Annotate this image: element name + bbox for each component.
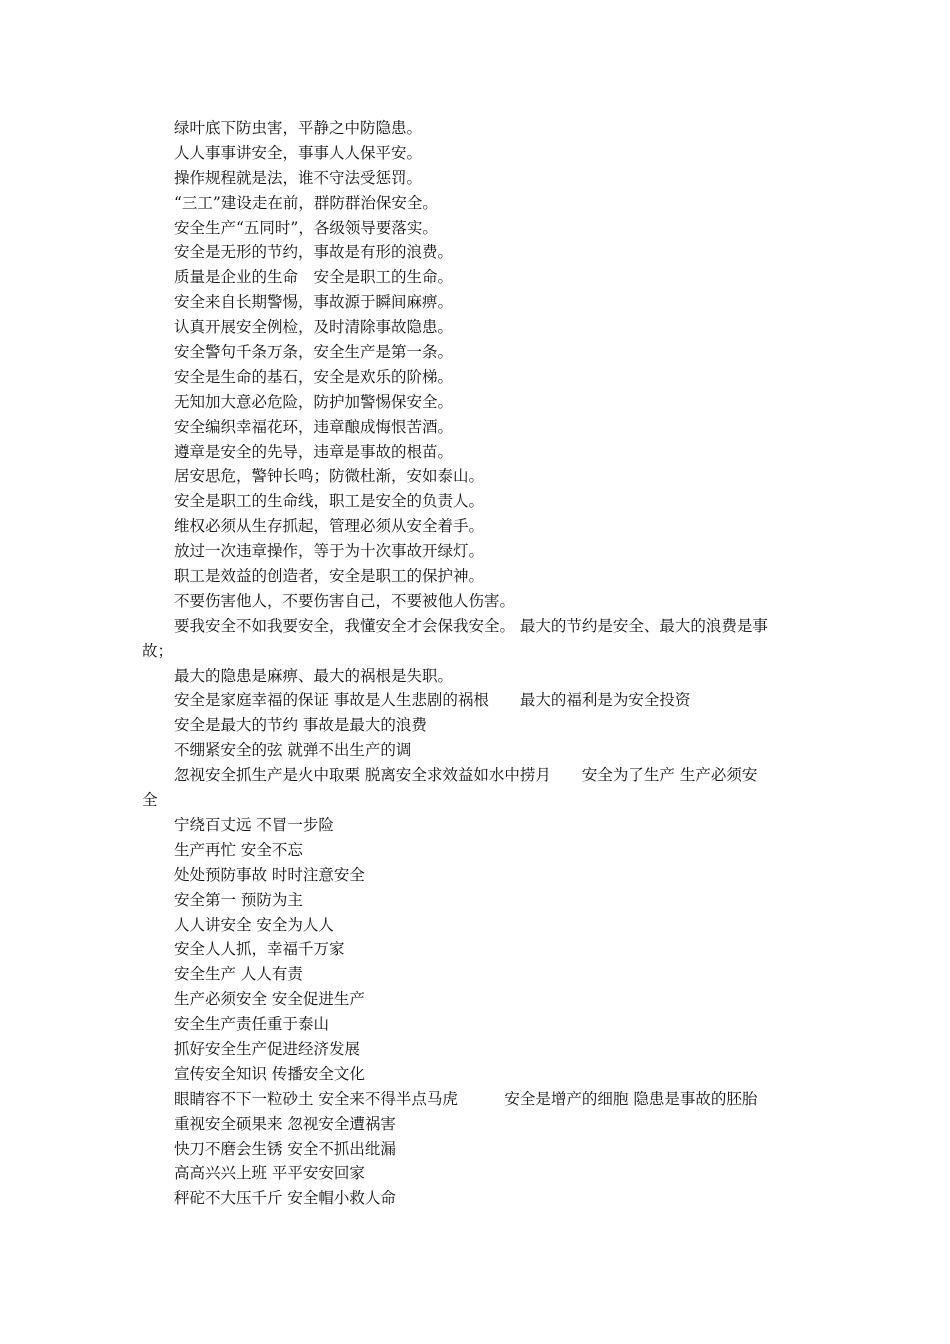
text-line: “三工”建设走在前，群防群治保安全。: [174, 193, 438, 212]
text-line-continuation: 全: [142, 791, 158, 810]
text-line: 秤砣不大压千斤 安全帽小救人命: [174, 1189, 396, 1208]
text-line: 维权必须从生存抓起，管理必须从安全着手。: [174, 517, 485, 536]
text-line: 操作规程就是法，谁不守法受惩罚。: [174, 168, 423, 187]
text-line: 安全警句千条万条，安全生产是第一条。: [174, 343, 454, 362]
text-line: 高高兴兴上班 平平安安回家: [174, 1164, 365, 1183]
text-line: 最大的隐患是麻痹、最大的祸根是失职。: [174, 666, 454, 685]
text-line: 认真开展安全例检，及时清除事故隐患。: [174, 318, 454, 337]
text-line: 安全人人抓，幸福千万家: [174, 940, 345, 959]
text-line: 安全编织幸福花环，违章酿成悔恨苦酒。: [174, 417, 454, 436]
text-line: 居安思危，警钟长鸣；防微杜渐，安如泰山。: [174, 467, 485, 486]
text-line: 宣传安全知识 传播安全文化: [174, 1064, 365, 1083]
text-line: 放过一次违章操作，等于为十次事故开绿灯。: [174, 542, 485, 561]
text-line: 快刀不磨会生锈 安全不抓出纰漏: [174, 1139, 396, 1158]
text-line: 人人讲安全 安全为人人: [174, 915, 334, 934]
text-line: 宁绕百丈远 不冒一步险: [174, 815, 334, 834]
text-line: 安全是无形的节约，事故是有形的浪费。: [174, 243, 454, 262]
text-line: 安全是家庭幸福的保证 事故是人生悲剧的祸根 最大的福利是为安全投资: [174, 691, 691, 710]
text-line: 安全是职工的生命线，职工是安全的负责人。: [174, 492, 485, 511]
text-line: 绿叶底下防虫害，平静之中防隐患。: [174, 119, 423, 137]
text-line: 安全来自长期警惕，事故源于瞬间麻痹。: [174, 293, 454, 312]
text-line: 安全生产“五同时”，各级领导要落实。: [174, 218, 438, 237]
text-line: 安全生产责任重于泰山: [174, 1015, 330, 1034]
text-line: 眼睛容不下一粒砂土 安全来不得半点马虎 安全是增产的细胞 隐患是事故的胚胎: [174, 1089, 758, 1108]
text-line: 职工是效益的创造者，安全是职工的保护神。: [174, 567, 485, 586]
text-line-continuation: 故；: [142, 641, 174, 660]
text-line: 遵章是安全的先导，违章是事故的根苗。: [174, 442, 454, 461]
text-line: 忽视安全抓生产是火中取栗 脱离安全求效益如水中捞月 安全为了生产 生产必须安: [174, 766, 758, 785]
text-line: 抓好安全生产促进经济发展: [174, 1039, 361, 1058]
text-line: 人人事事讲安全，事事人人保平安。: [174, 143, 423, 162]
text-line: 生产必须安全 安全促进生产: [174, 990, 365, 1009]
text-line: 要我安全不如我要安全，我懂安全才会保我安全。 最大的节约是安全、最大的浪费是事: [174, 616, 768, 635]
text-line: 生产再忙 安全不忘: [174, 840, 303, 859]
text-line: 重视安全硕果来 忽视安全遭祸害: [174, 1114, 396, 1133]
slogan-text-block: [142, 116, 818, 1211]
text-line: 安全是最大的节约 事故是最大的浪费: [174, 716, 427, 735]
text-line: 安全生产 人人有责: [174, 965, 303, 984]
text-line: 安全是生命的基石，安全是欢乐的阶梯。: [174, 367, 454, 386]
text-line: 不要伤害他人，不要伤害自己，不要被他人伤害。: [174, 591, 516, 610]
text-line: 不绷紧安全的弦 就弹不出生产的调: [174, 741, 412, 760]
text-line: 无知加大意必危险，防护加警惕保安全。: [174, 392, 454, 411]
text-line: 处处预防事故 时时注意安全: [174, 865, 365, 884]
text-line: 安全第一 预防为主: [174, 890, 303, 909]
text-line: 质量是企业的生命 安全是职工的生命。: [174, 268, 454, 287]
